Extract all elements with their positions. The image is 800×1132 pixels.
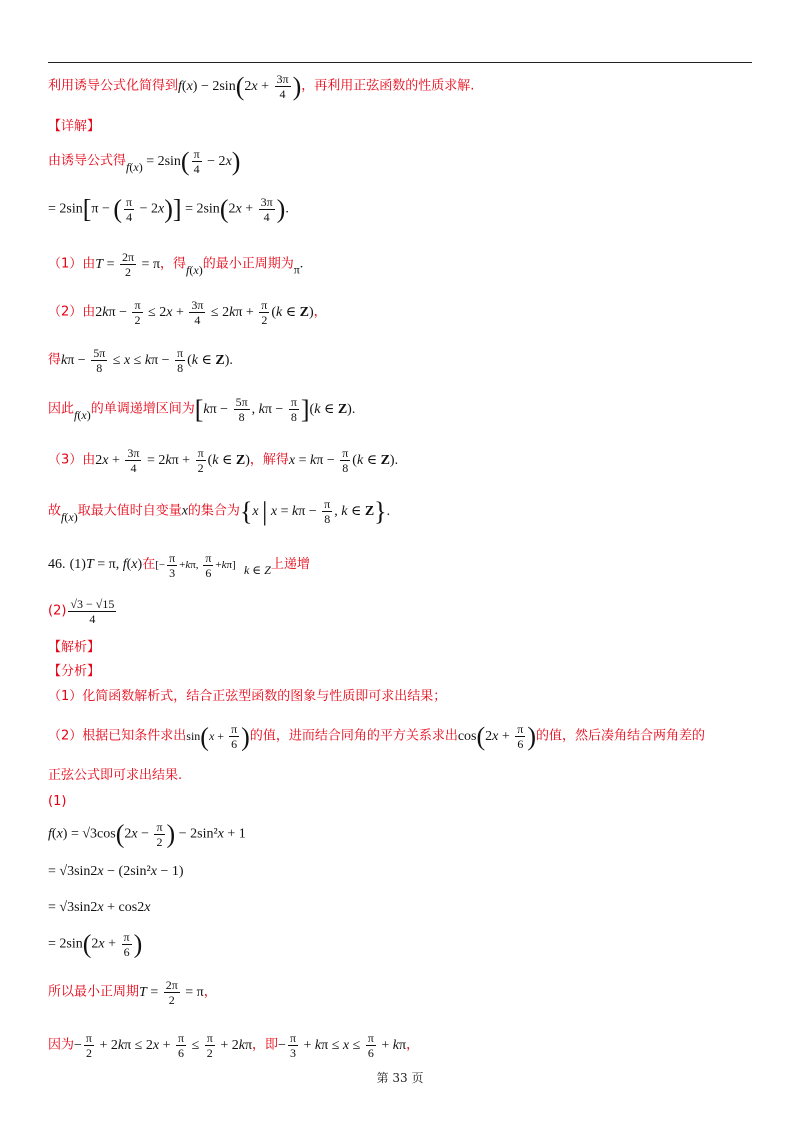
part2-line: （2）由2kπ − $\frac{\pi}{2}$ ≤ 2x + $\frac{3\pi}{4}$ ≤ 2kπ + $\frac{\pi}{2}$ (k ∈ Z)， xyxy=(48,298,327,327)
analysis-p2: （2）根据已知条件求出sin(x + $\frac{\pi}{6}$ )的值，进而结合同角的平方关系求出cos(2x + $\frac{\pi}{6}$ )的值，然后凑角结合两角差的 xyxy=(48,721,706,752)
solution-step-4: = 2sin(2x + $\frac{\pi}{6}$ ) xyxy=(48,929,143,959)
solution-step-2: = √3sin2x − (2sin²x − 1) xyxy=(48,864,184,879)
derivation-line-2: = 2sin[π − ( $\frac{\pi}{4}$ − 2x)] = 2sin(2x + $\frac{3\pi}{4}$ ). xyxy=(48,194,289,224)
solution-label: (1) xyxy=(48,794,67,809)
page-number: 第 33 页 xyxy=(376,1071,424,1085)
part1-line: （1）由T = $\frac{2\pi}{2}$ = π，得f(x)的最小正周期为π. xyxy=(48,250,304,279)
solution-period: 所以最小正周期T = $\frac{2\pi}{2}$ = π， xyxy=(48,978,217,1007)
solution-inequality: 因为− $\frac{\pi}{2}$ + 2kπ ≤ 2x + $\frac{\pi}{6}$ ≤ $\frac{\pi}{2}$ + 2kπ，即− $\frac{\pi}{3}$ + kπ ≤ x ≤ $\frac{\pi}{6}$ + kπ， xyxy=(48,1031,420,1060)
solution-step-3: = √3sin2x + cos2x xyxy=(48,900,151,915)
analysis-p2-cont: 正弦公式即可求出结果. xyxy=(48,768,183,783)
analysis-p1: （1）化简函数解析式，结合正弦型函数的图象与性质即可求出结果； xyxy=(48,689,447,704)
top-rule xyxy=(48,62,752,63)
detail-heading: 【详解】 xyxy=(48,119,101,134)
fenxi-heading: 【分析】 xyxy=(48,664,101,679)
intro-line: 利用诱导公式化简得到f(x) − 2sin(2x + $\frac{3\pi}{4}$ )，再利用正弦函数的性质求解. xyxy=(48,71,475,101)
problem46-item1: 46. (1)T = π, f(x)在[− $\frac{\pi}{3}$ +kπ, $\frac{\pi}{6}$ +kπ] k ∈ Z上递增 xyxy=(48,551,310,580)
analysis-heading: 【解析】 xyxy=(48,640,101,655)
solution-step-1: f(x) = √3cos(2x − $\frac{\pi}{2}$ ) − 2sin²x + 1 xyxy=(48,819,246,849)
part2-result: 得kπ − $\frac{5\pi}{8}$ ≤ x ≤ kπ − $\frac{\pi}{8}$ (k ∈ Z). xyxy=(48,346,233,375)
part3-line: （3）由2x + $\frac{3\pi}{4}$ = 2kπ + $\frac{\pi}{2}$ (k ∈ Z)，解得x = kπ − $\frac{\pi}{8}$ (k ∈ Z). xyxy=(48,446,399,475)
part3-conclusion: 故f(x)取最大值时自变量x的集合为{x | x = kπ − $\frac{\pi}{8}$ , k ∈ Z}. xyxy=(48,496,391,526)
part2-interval: 因此f(x)的单调递增区间为[kπ − $\frac{5\pi}{8}$ , kπ − $\frac{\pi}{8}$ ](k ∈ Z). xyxy=(48,394,356,424)
derivation-line-1: 由诱导公式得f(x) = 2sin( $\frac{\pi}{4}$ − 2x) xyxy=(48,146,241,176)
problem46-item2: (2) $\frac{√3 - √15}{4}$ xyxy=(48,597,115,626)
